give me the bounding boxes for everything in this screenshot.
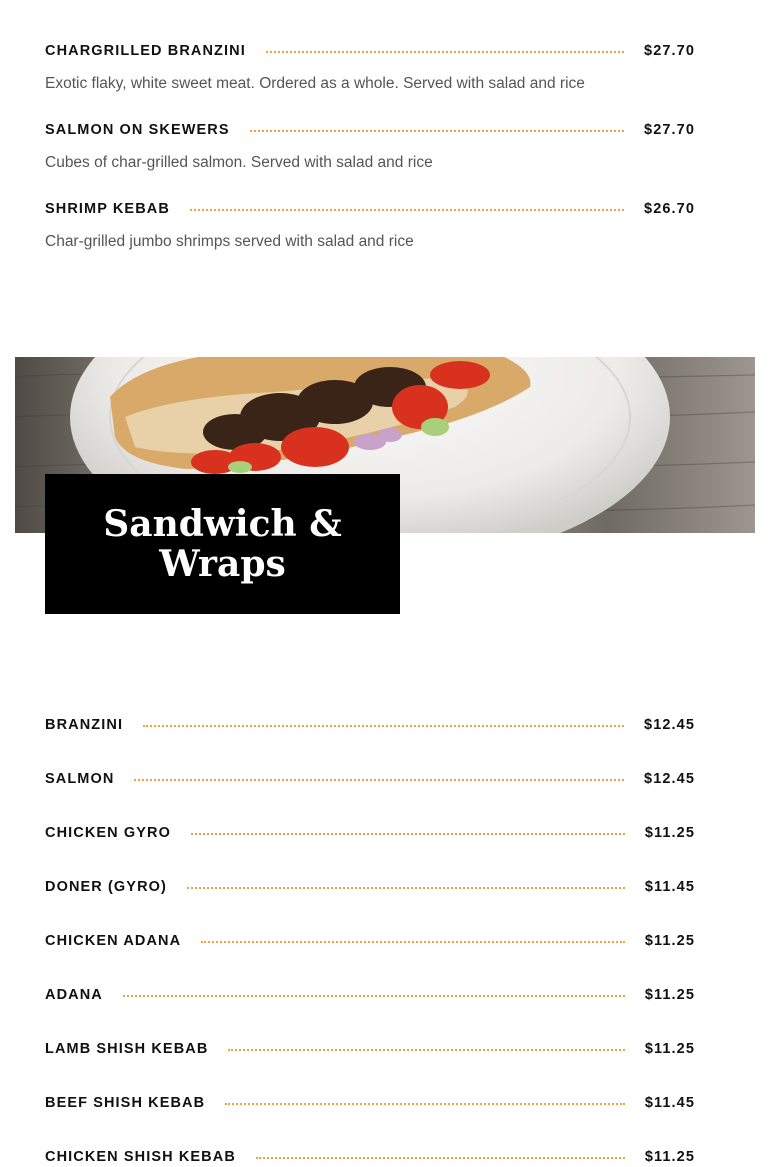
dot-leader — [250, 130, 624, 132]
menu-item-name: BRANZINI — [45, 717, 124, 733]
menu-item — [45, 41, 695, 93]
menu-item-name: LAMB SHISH KEBAB — [45, 1041, 209, 1057]
menu-item-name: SALMON — [45, 771, 115, 787]
dot-leader — [256, 1157, 625, 1159]
menu-item — [45, 1039, 695, 1059]
menu-item-price: $11.25 — [644, 987, 695, 1003]
menu-item-name: CHARGRILLED BRANZINI — [45, 43, 246, 59]
menu-item-description: Char-grilled jumbo shrimps served with salad and rice — [45, 233, 414, 250]
menu-item — [45, 199, 695, 251]
dot-leader — [191, 833, 625, 835]
menu-item-price: $11.45 — [644, 879, 695, 895]
dot-leader — [123, 995, 625, 997]
dot-leader — [190, 209, 624, 211]
menu-item-price: $27.70 — [644, 43, 695, 59]
menu-item-description: Exotic flaky, white sweet meat. Ordered as a whole. Served with salad and rice — [45, 75, 585, 92]
menu-item-name: CHICKEN SHISH KEBAB — [45, 1149, 236, 1165]
dot-leader — [134, 779, 624, 781]
dot-leader — [266, 51, 624, 53]
menu-item-price: $11.25 — [644, 1149, 695, 1165]
menu-item-name: SHRIMP KEBAB — [45, 201, 170, 217]
section-title-box — [45, 474, 400, 614]
menu-item-price: $27.70 — [644, 122, 695, 138]
menu-item-name: ADANA — [45, 987, 103, 1003]
dot-leader — [225, 1103, 625, 1105]
menu-item-name: BEEF SHISH KEBAB — [45, 1095, 206, 1111]
menu-item-price: $11.25 — [644, 1041, 695, 1057]
menu-item-price: $11.25 — [644, 933, 695, 949]
section-title: Sandwich & Wraps — [103, 503, 342, 585]
dot-leader — [143, 725, 624, 727]
menu-item — [45, 1093, 695, 1113]
menu-item-price: $12.45 — [644, 717, 695, 733]
dot-leader — [201, 941, 625, 943]
menu-item — [45, 823, 695, 843]
menu-item-price: $11.25 — [644, 825, 695, 841]
dot-leader — [228, 1049, 624, 1051]
menu-item — [45, 769, 695, 789]
menu-item — [45, 1147, 695, 1167]
menu-item-name: CHICKEN ADANA — [45, 933, 182, 949]
menu-item-description: Cubes of char-grilled salmon. Served with salad and rice — [45, 154, 433, 171]
menu-item-name: SALMON ON SKEWERS — [45, 122, 230, 138]
dot-leader — [187, 887, 625, 889]
menu-item-price: $26.70 — [644, 201, 695, 217]
menu-item-name: CHICKEN GYRO — [45, 825, 171, 841]
menu-item — [45, 931, 695, 951]
menu-item — [45, 985, 695, 1005]
menu-item — [45, 715, 695, 735]
menu-item-name: DONER (GYRO) — [45, 879, 167, 895]
menu-item — [45, 120, 695, 172]
menu-item-price: $11.45 — [644, 1095, 695, 1111]
menu-item — [45, 877, 695, 897]
menu-item-price: $12.45 — [644, 771, 695, 787]
